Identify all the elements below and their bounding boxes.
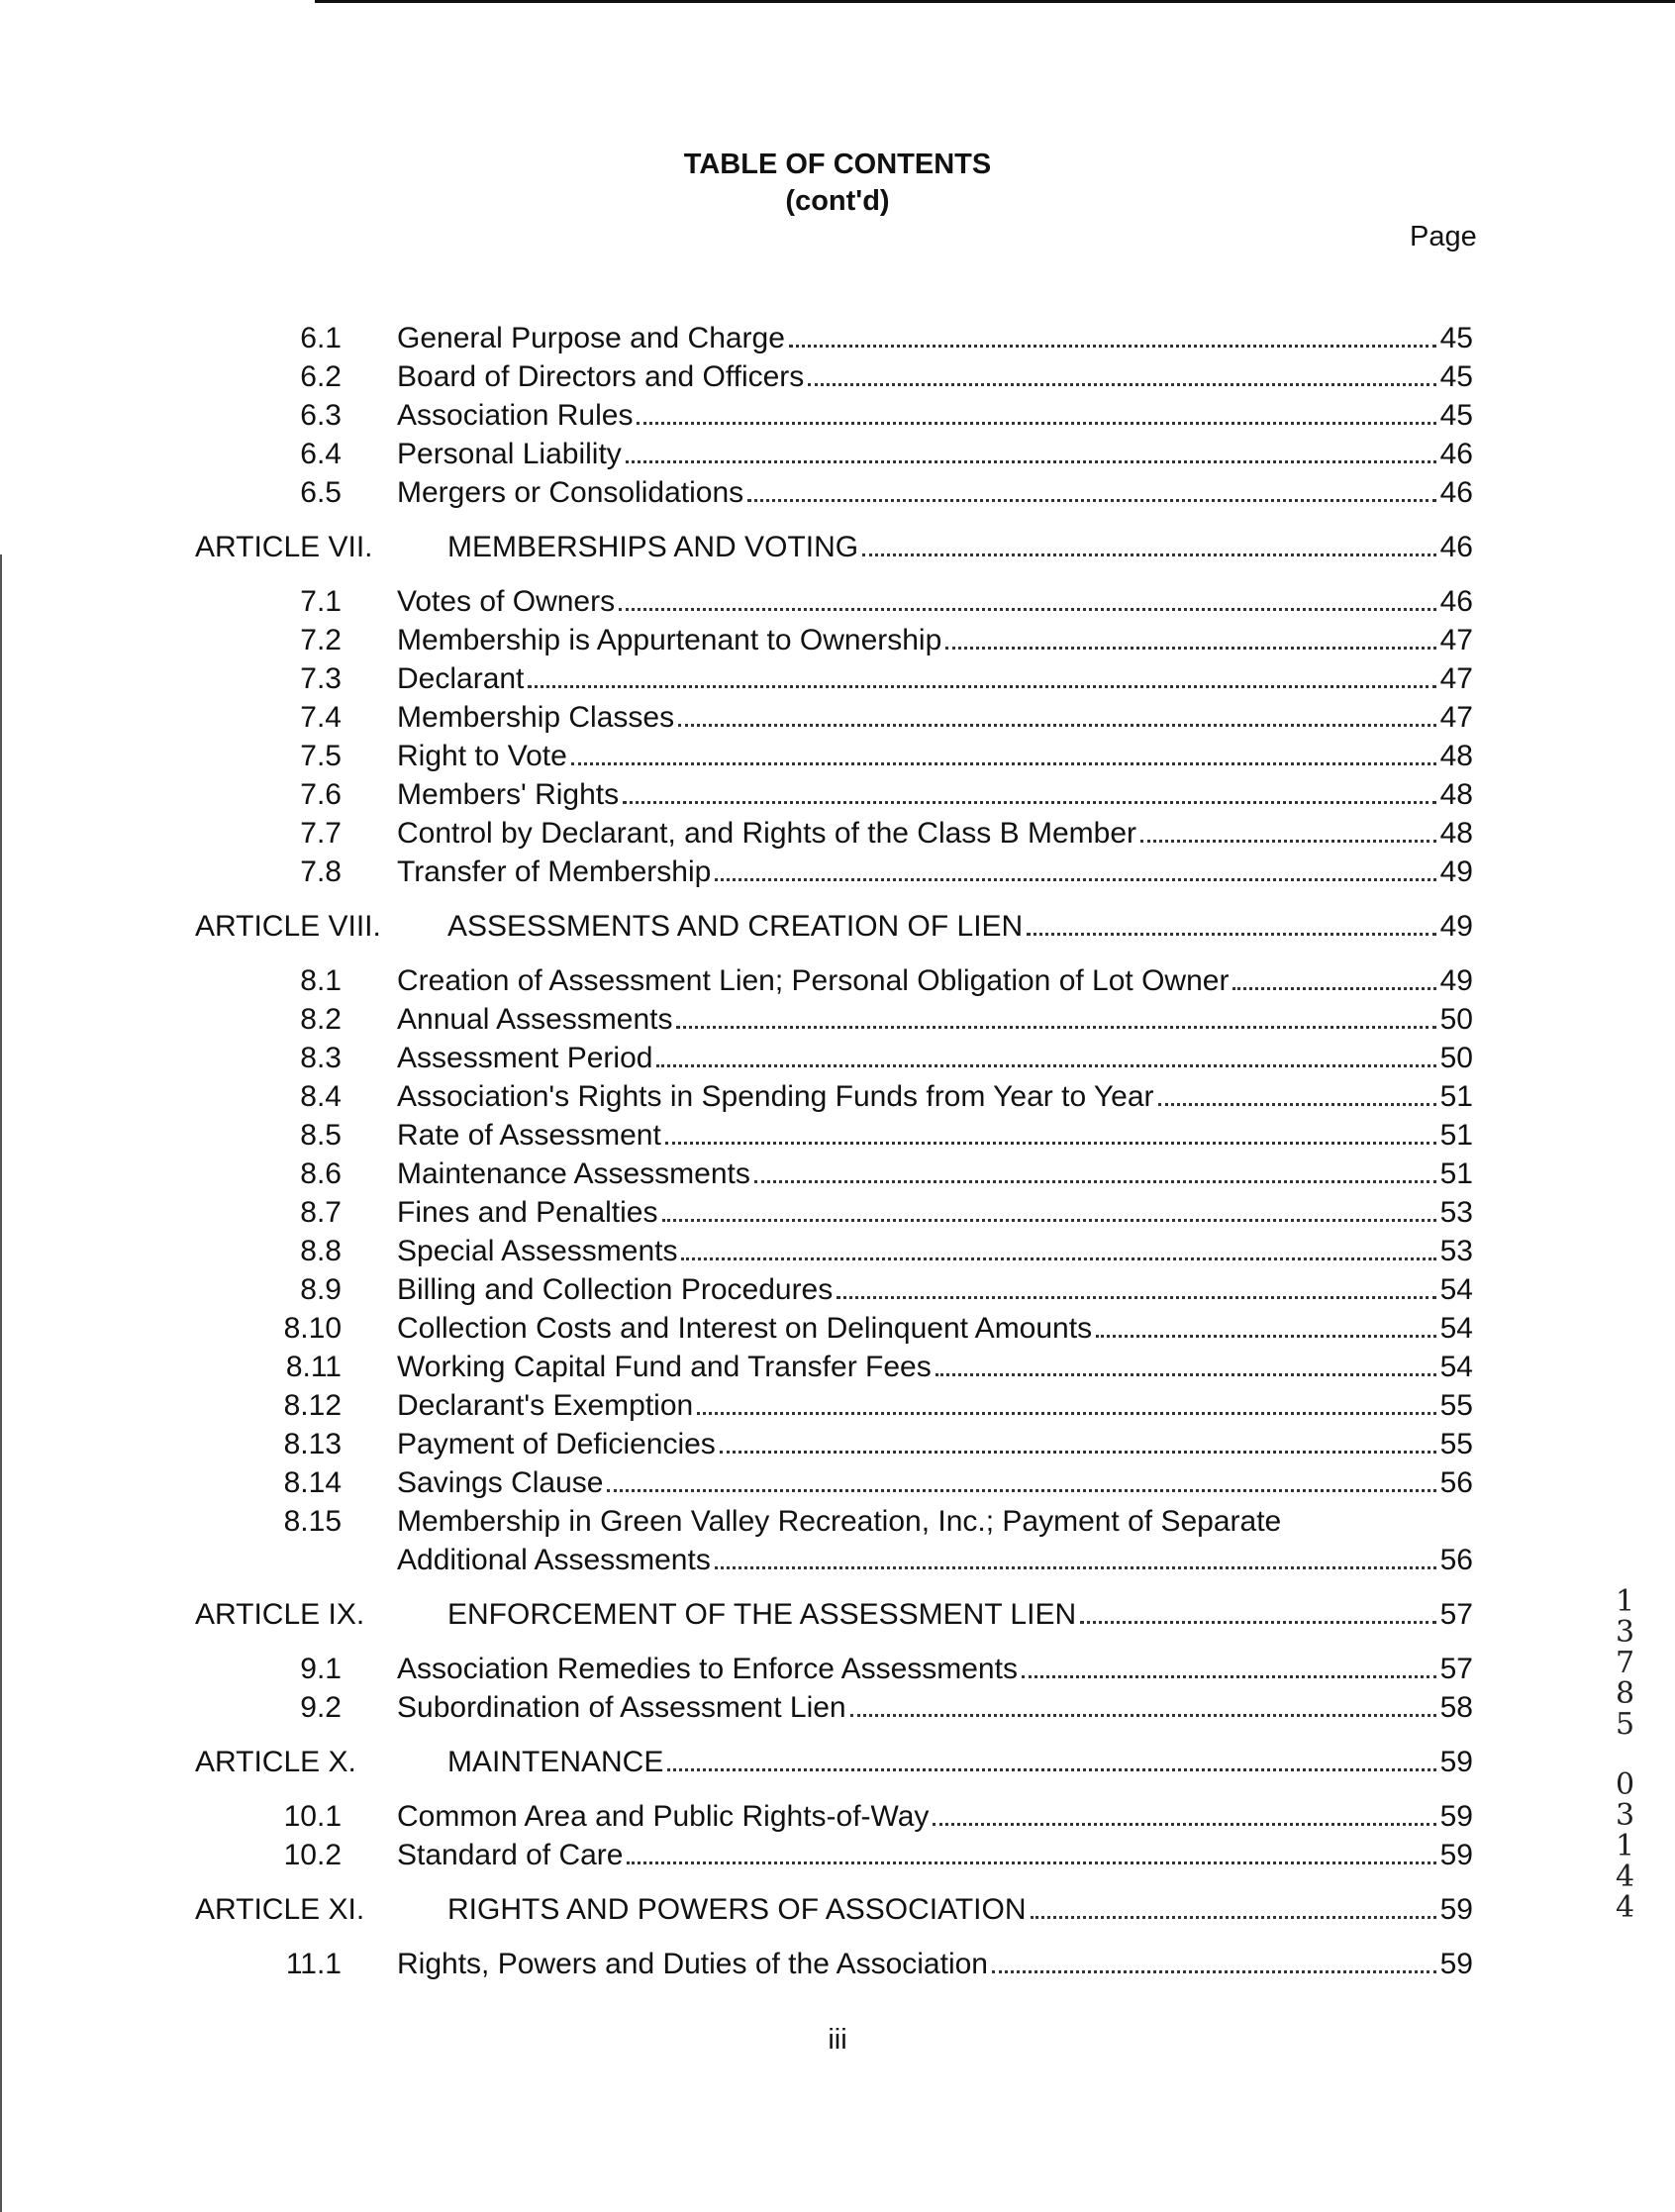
section-number: 7.1 <box>300 585 342 618</box>
dot-leader <box>808 383 1435 386</box>
entry-title: Votes of Owners <box>397 585 616 618</box>
dot-leader <box>528 685 1435 688</box>
section-number: 6.1 <box>300 322 342 354</box>
entry-title: Common Area and Public Rights-of-Way <box>397 1800 930 1833</box>
toc-section-row <box>0 1348 1675 1386</box>
entry-title: RIGHTS AND POWERS OF ASSOCIATION <box>447 1893 1027 1926</box>
section-number: 8.4 <box>300 1080 342 1113</box>
entry-page-number: 51 <box>1439 1119 1473 1152</box>
dot-leader <box>623 801 1436 804</box>
entry-page-number: 50 <box>1439 1003 1473 1036</box>
dot-leader <box>667 1768 1435 1771</box>
section-number: 9.1 <box>300 1653 342 1685</box>
section-number: 8.2 <box>300 1003 342 1036</box>
dot-leader <box>662 1219 1436 1222</box>
section-number: 8.3 <box>300 1042 342 1074</box>
entry-page-number: 46 <box>1439 438 1473 470</box>
entry-title: Subordination of Assessment Lien <box>397 1691 846 1724</box>
dot-leader <box>789 345 1436 348</box>
entry-title: Standard of Care <box>397 1839 624 1871</box>
toc-section-row <box>0 1836 1675 1874</box>
toc-section-row <box>0 1155 1675 1193</box>
dot-leader <box>1232 987 1435 990</box>
page-column-label: Page <box>1410 221 1477 252</box>
entry-page-number: 48 <box>1439 778 1473 811</box>
section-number: 8.13 <box>283 1428 342 1460</box>
entry-title: ENFORCEMENT OF THE ASSESSMENT LIEN <box>447 1598 1077 1631</box>
section-number: 8.15 <box>283 1505 342 1538</box>
entry-title: Right to Vote <box>397 740 567 772</box>
entry-title: Creation of Assessment Lien; Personal Obligation of Lot Owner <box>397 964 1230 997</box>
entry-page-number: 47 <box>1439 701 1473 734</box>
dot-leader <box>715 1566 1436 1569</box>
dot-leader <box>837 1296 1435 1299</box>
toc-section-row <box>0 1502 1675 1579</box>
entry-page-number: 56 <box>1439 1544 1473 1576</box>
section-number: 7.7 <box>300 817 342 850</box>
toc-section-row <box>0 1425 1675 1463</box>
entry-page-number: 47 <box>1439 662 1473 695</box>
entry-page-number: 48 <box>1439 817 1473 850</box>
entry-page-number: 59 <box>1439 1948 1473 1980</box>
entry-title: Declarant's Exemption <box>397 1389 694 1422</box>
section-number: 8.7 <box>300 1196 342 1229</box>
toc-section-row <box>0 737 1675 775</box>
section-number: 7.8 <box>300 855 342 888</box>
stamp-gap <box>1612 1738 1641 1767</box>
entry-title: Fines and Penalties <box>397 1196 658 1229</box>
section-number: 7.5 <box>300 740 342 772</box>
entry-page-number: 59 <box>1439 1800 1473 1833</box>
dot-leader <box>571 762 1436 765</box>
toc-section-row <box>0 473 1675 512</box>
dot-leader <box>862 553 1436 556</box>
entry-page-number: 45 <box>1439 322 1473 354</box>
toc-section-row <box>0 1309 1675 1348</box>
entry-page-number: 46 <box>1439 585 1473 618</box>
article-number: ARTICLE XI. <box>195 1893 365 1926</box>
entry-title: Billing and Collection Procedures <box>397 1273 834 1306</box>
entry-page-number: 46 <box>1439 476 1473 509</box>
dot-leader <box>1096 1335 1436 1338</box>
entry-title: Membership Classes <box>397 701 675 734</box>
dot-leader <box>1027 933 1435 936</box>
article-number: ARTICLE IX. <box>195 1598 365 1631</box>
entry-title: Additional Assessments <box>397 1544 711 1576</box>
article-number: ARTICLE X. <box>195 1746 356 1778</box>
toc-section-row <box>0 1000 1675 1039</box>
entry-title: Association Rules <box>397 399 634 432</box>
dot-leader <box>678 724 1436 727</box>
dot-leader <box>747 499 1435 502</box>
entry-page-number: 55 <box>1439 1389 1473 1422</box>
dot-leader <box>1022 1675 1436 1678</box>
section-number: 10.2 <box>283 1839 342 1871</box>
toc-section-row <box>0 698 1675 737</box>
toc-section-row <box>0 1945 1675 1983</box>
dot-leader <box>697 1412 1435 1415</box>
entry-page-number: 56 <box>1439 1466 1473 1499</box>
toc-article-row <box>0 1890 1675 1929</box>
entry-page-number: 49 <box>1439 910 1473 943</box>
toc-section-row <box>0 1463 1675 1502</box>
entry-page-number: 51 <box>1439 1080 1473 1113</box>
toc-section-row <box>0 1270 1675 1309</box>
toc-article-row <box>0 1743 1675 1781</box>
entry-title: Personal Liability <box>397 438 622 470</box>
entry-title: Membership is Appurtenant to Ownership <box>397 624 942 656</box>
dot-leader <box>619 608 1436 611</box>
stamp-line: 13785 <box>1608 1584 1642 1738</box>
entry-page-number: 46 <box>1439 531 1473 563</box>
entry-title: Members' Rights <box>397 778 620 811</box>
section-number: 11.1 <box>285 1948 342 1980</box>
dot-leader <box>637 422 1435 425</box>
section-number: 6.2 <box>300 360 342 393</box>
page-number: iii <box>828 2024 847 2056</box>
entry-title: Association's Rights in Spending Funds from Year to Year <box>397 1080 1154 1113</box>
entry-title: Association Remedies to Enforce Assessments <box>397 1653 1018 1685</box>
top-rule <box>315 0 1675 3</box>
entry-page-number: 49 <box>1439 855 1473 888</box>
toc-section-row <box>0 396 1675 435</box>
entry-title: MEMBERSHIPS AND VOTING <box>447 531 859 563</box>
entry-title: Declarant <box>397 662 525 695</box>
entry-title: Assessment Period <box>397 1042 653 1074</box>
dot-leader <box>1031 1916 1436 1919</box>
toc-section-row <box>0 961 1675 1000</box>
entry-title: Rate of Assessment <box>397 1119 661 1152</box>
dot-leader <box>720 1451 1436 1454</box>
toc-list <box>0 319 1675 1983</box>
dot-leader <box>1080 1621 1435 1624</box>
dot-leader <box>1140 840 1436 843</box>
dot-leader <box>656 1064 1435 1067</box>
entry-page-number: 47 <box>1439 624 1473 656</box>
article-number: ARTICLE VII. <box>195 531 373 563</box>
toc-section-row <box>0 319 1675 357</box>
section-number: 7.6 <box>300 778 342 811</box>
dot-leader <box>945 647 1435 650</box>
entry-title: Savings Clause <box>397 1466 604 1499</box>
toc-section-row <box>0 1650 1675 1688</box>
toc-section-row <box>0 1797 1675 1836</box>
toc-article-row <box>0 907 1675 946</box>
section-number: 8.9 <box>300 1273 342 1306</box>
entry-page-number: 45 <box>1439 360 1473 393</box>
entry-page-number: 49 <box>1439 964 1473 997</box>
entry-page-number: 59 <box>1439 1839 1473 1871</box>
section-number: 8.5 <box>300 1119 342 1152</box>
entry-page-number: 50 <box>1439 1042 1473 1074</box>
section-number: 7.3 <box>300 662 342 695</box>
stamp-line: 03144 <box>1608 1767 1642 1921</box>
entry-title: Payment of Deficiencies <box>397 1428 716 1460</box>
entry-page-number: 57 <box>1439 1598 1473 1631</box>
section-number: 6.3 <box>300 399 342 432</box>
dot-leader <box>1158 1103 1436 1106</box>
entry-title-line1: Membership in Green Valley Recreation, Inc.; Payment of Separate <box>397 1505 1282 1538</box>
entry-page-number: 55 <box>1439 1428 1473 1460</box>
section-number: 8.14 <box>283 1466 342 1499</box>
toc-article-row <box>0 528 1675 566</box>
toc-title: TABLE OF CONTENTS <box>683 149 992 180</box>
toc-section-row <box>0 775 1675 814</box>
entry-title: Board of Directors and Officers <box>397 360 805 393</box>
dot-leader <box>627 1861 1435 1864</box>
entry-page-number: 57 <box>1439 1653 1473 1685</box>
toc-section-row <box>0 853 1675 891</box>
section-number: 6.5 <box>300 476 342 509</box>
toc-section-row <box>0 1688 1675 1727</box>
entry-title: Transfer of Membership <box>397 855 712 888</box>
entry-title: Maintenance Assessments <box>397 1157 750 1190</box>
toc-section-row <box>0 1386 1675 1425</box>
entry-title: Working Capital Fund and Transfer Fees <box>397 1351 932 1383</box>
section-number: 9.2 <box>300 1691 342 1724</box>
dot-leader <box>626 460 1436 463</box>
toc-section-row <box>0 621 1675 659</box>
dot-leader <box>715 878 1435 881</box>
toc-section-row <box>0 435 1675 473</box>
toc-section-row <box>0 582 1675 621</box>
entry-page-number: 54 <box>1439 1312 1473 1345</box>
entry-page-number: 51 <box>1439 1157 1473 1190</box>
section-number: 10.1 <box>283 1800 342 1833</box>
toc-section-row <box>0 1116 1675 1155</box>
dot-leader <box>992 1970 1436 1973</box>
entry-title: Control by Declarant, and Rights of the Class B Member <box>397 817 1136 850</box>
entry-title: MAINTENANCE <box>447 1746 664 1778</box>
entry-page-number: 59 <box>1439 1746 1473 1778</box>
entry-page-number: 53 <box>1439 1196 1473 1229</box>
section-number: 8.12 <box>283 1389 342 1422</box>
section-number: 7.2 <box>300 624 342 656</box>
entry-page-number: 53 <box>1439 1235 1473 1267</box>
entry-page-number: 58 <box>1439 1691 1473 1724</box>
entry-title: ASSESSMENTS AND CREATION OF LIEN <box>447 910 1024 943</box>
section-number: 8.1 <box>300 964 342 997</box>
section-number: 6.4 <box>300 438 342 470</box>
entry-page-number: 54 <box>1439 1351 1473 1383</box>
toc-section-row <box>0 1039 1675 1077</box>
entry-title: Rights, Powers and Duties of the Association <box>397 1948 988 1980</box>
article-number: ARTICLE VIII. <box>195 910 381 943</box>
dot-leader <box>850 1714 1436 1717</box>
dot-leader <box>933 1823 1435 1826</box>
toc-section-row <box>0 1232 1675 1270</box>
dot-leader <box>607 1489 1435 1492</box>
entry-title: Collection Costs and Interest on Delinquent Amounts <box>397 1312 1093 1345</box>
section-number: 7.4 <box>300 701 342 734</box>
section-number: 8.6 <box>300 1157 342 1190</box>
dot-leader <box>681 1257 1435 1260</box>
toc-subtitle: (cont'd) <box>785 185 890 217</box>
toc-section-row <box>0 1077 1675 1116</box>
toc-section-row <box>0 1193 1675 1232</box>
dot-leader <box>665 1142 1436 1145</box>
entry-title: Mergers or Consolidations <box>397 476 744 509</box>
dot-leader <box>676 1026 1435 1029</box>
entry-page-number: 59 <box>1439 1893 1473 1926</box>
toc-article-row <box>0 1595 1675 1634</box>
section-number: 8.10 <box>283 1312 342 1345</box>
entry-page-number: 54 <box>1439 1273 1473 1306</box>
dot-leader <box>754 1180 1436 1183</box>
section-number: 8.8 <box>300 1235 342 1267</box>
entry-title: General Purpose and Charge <box>397 322 785 354</box>
entry-title: Annual Assessments <box>397 1003 673 1036</box>
margin-stamp <box>1608 1584 1642 1921</box>
toc-section-row <box>0 814 1675 853</box>
entry-title: Special Assessments <box>397 1235 678 1267</box>
entry-page-number: 45 <box>1439 399 1473 432</box>
toc-section-row <box>0 357 1675 396</box>
toc-section-row <box>0 659 1675 698</box>
section-number: 8.11 <box>285 1351 342 1383</box>
dot-leader <box>936 1373 1436 1376</box>
entry-page-number: 48 <box>1439 740 1473 772</box>
